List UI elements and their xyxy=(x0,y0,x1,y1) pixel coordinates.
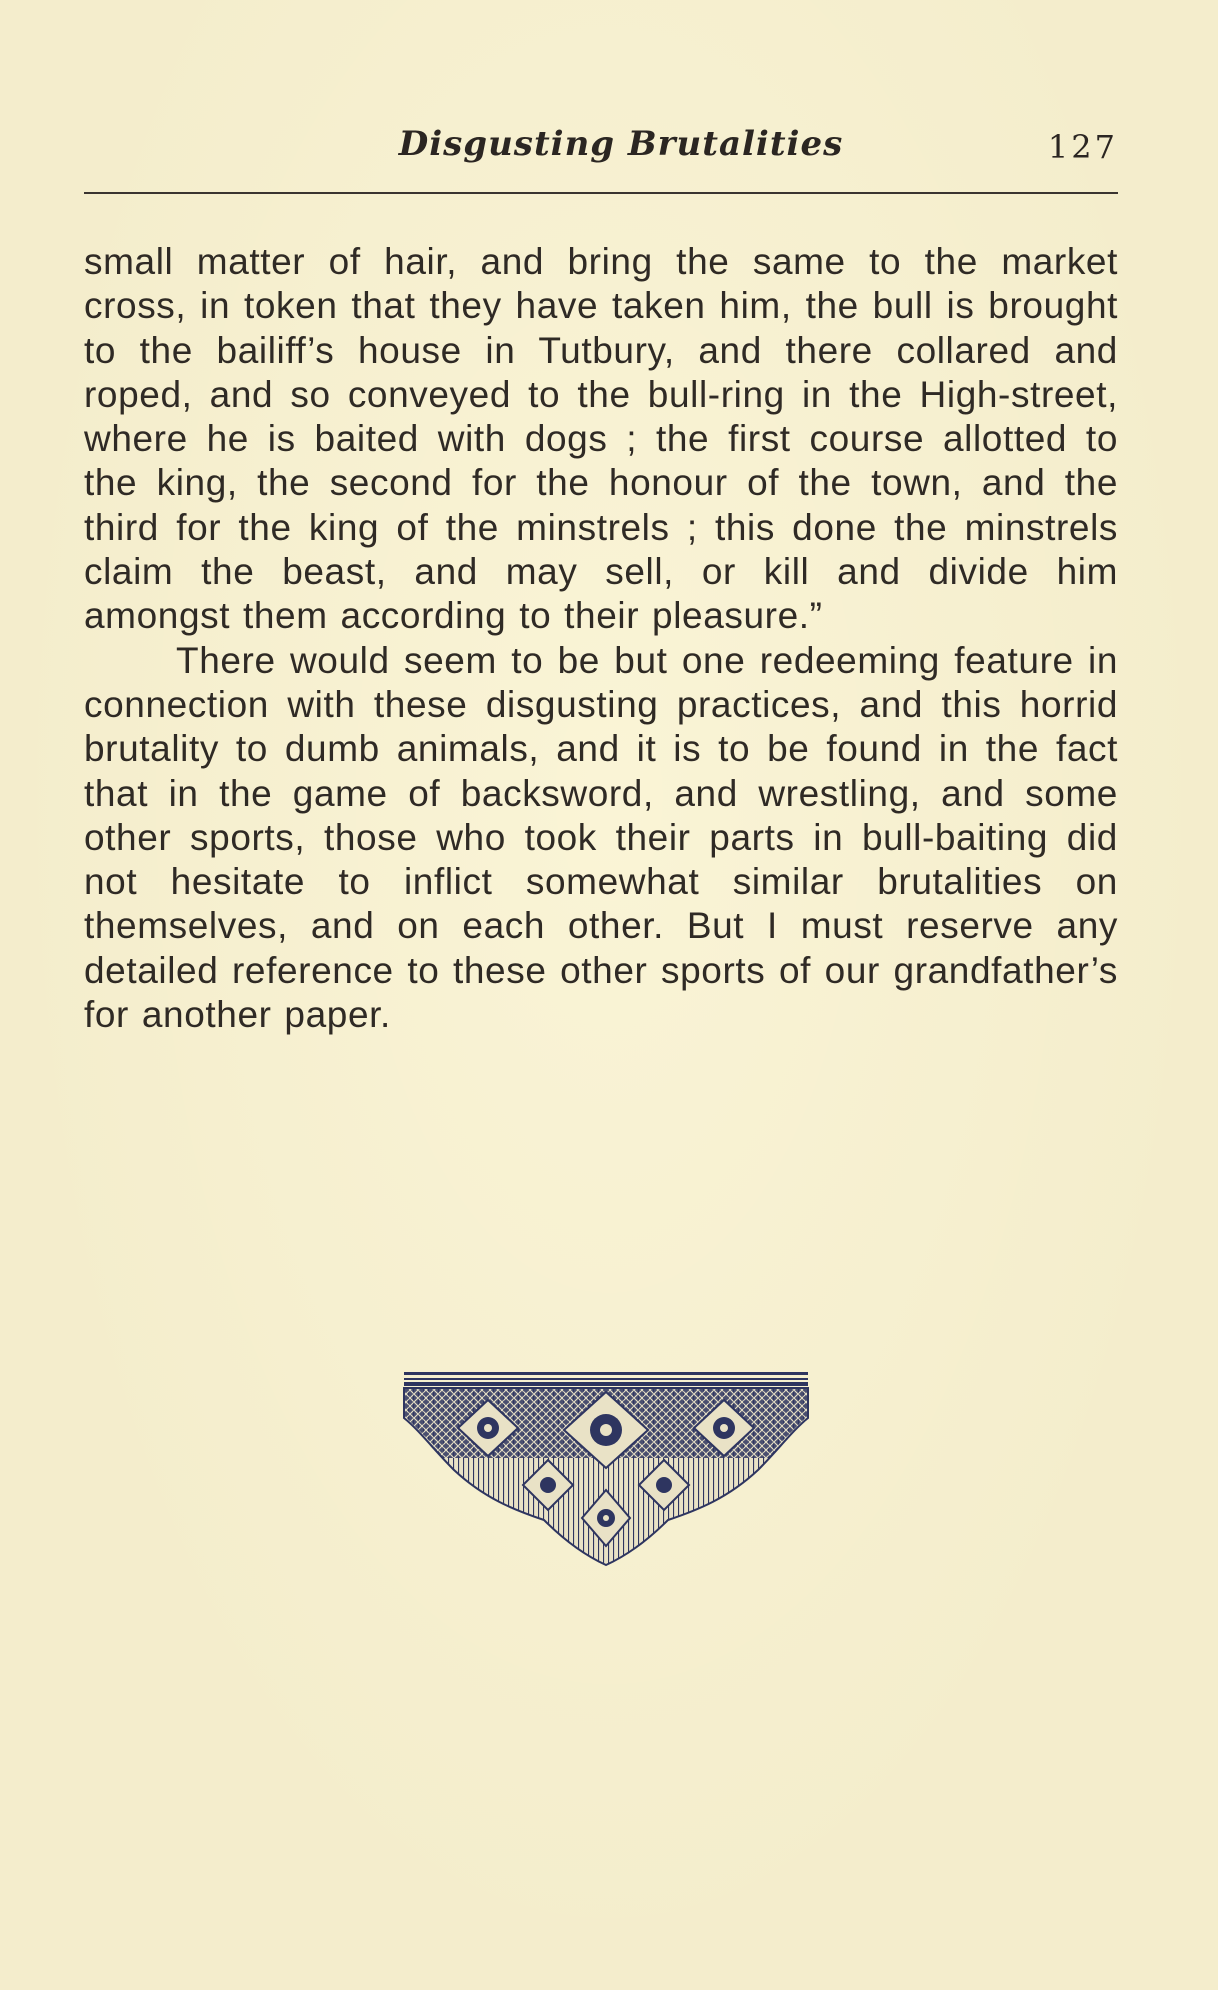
running-head xyxy=(84,118,1118,178)
paragraph: There would seem to be but one redeeming feature in connection with these disgusting practices, and this horrid brutality to dumb animals, and it is to be found in the fact that in the game of backsword, and wrestling, and some other sports, those who took their parts in bull-baiting did not hesitate to inflict somewhat similar brutalities on themselves, and on each other. But I must reserve any detailed reference to these other sports of our grandfather’s for another paper. xyxy=(84,639,1118,1036)
body-text xyxy=(84,240,1118,1037)
page-number: 127 xyxy=(1047,128,1118,166)
header-rule xyxy=(84,192,1118,194)
paragraph: small matter of hair, and bring the same to the market cross, in token that they have taken him, the bull is brought to the bailiff’s house in Tutbury, and there collared and roped, and so conveyed to the bull-ring in the High-street, where he is baited with dogs ; the first course allotted to the king, the second for the honour of the town, and the third for the king of the minstrels ; this done the minstrels claim the beast, and may sell, or kill and divide him amongst them according to their pleasure.” xyxy=(84,241,1118,637)
running-title: Disgusting Brutalities xyxy=(398,124,844,164)
tailpiece-ornament-icon xyxy=(398,1370,814,1570)
